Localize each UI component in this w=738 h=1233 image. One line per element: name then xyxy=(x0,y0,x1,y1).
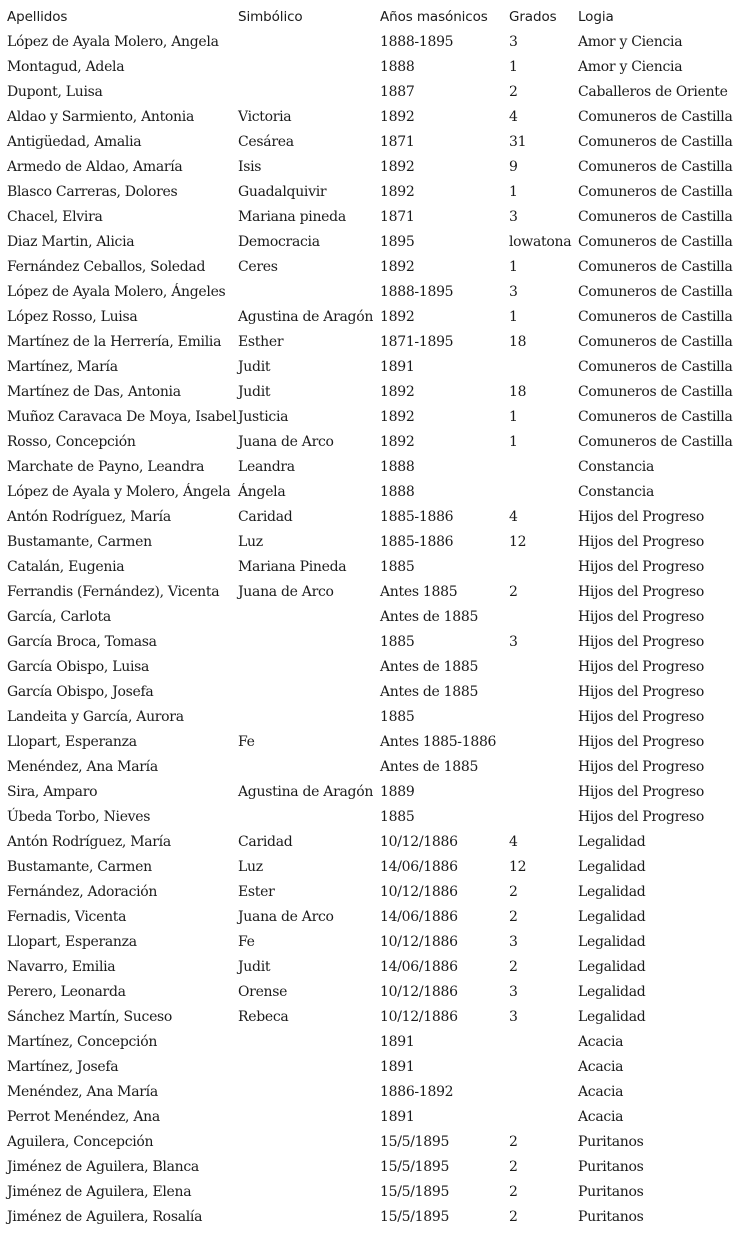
logia-cell: Comuneros de Castilla xyxy=(578,308,733,325)
table-row xyxy=(7,79,735,104)
simbolico-cell xyxy=(238,279,380,304)
apellidos-cell: Perero, Leonarda xyxy=(7,983,126,1000)
anos-cell: 1887 xyxy=(380,83,415,100)
table-row xyxy=(7,1179,735,1204)
anos-cell: 1871 xyxy=(380,208,415,225)
grados-cell: 2 xyxy=(509,83,518,100)
logia-cell: Caballeros de Oriente xyxy=(578,83,728,100)
apellidos-cell: Jiménez de Aguilera, Elena xyxy=(7,1183,192,1200)
grados-cell: 4 xyxy=(509,108,518,125)
apellidos-cell: Llopart, Esperanza xyxy=(7,733,137,750)
grados-cell: 2 xyxy=(509,1158,518,1175)
anos-cell: 10/12/1886 xyxy=(380,983,458,1000)
grados-cell: 18 xyxy=(509,383,527,400)
logia-cell: Comuneros de Castilla xyxy=(578,208,733,225)
anos-cell: 1891 xyxy=(380,358,415,375)
anos-cell: Antes de 1885 xyxy=(380,758,479,775)
grados-cell xyxy=(509,654,578,679)
table-row xyxy=(7,429,735,454)
apellidos-cell: Bustamante, Carmen xyxy=(7,858,152,875)
grados-cell xyxy=(509,704,578,729)
table-row xyxy=(7,629,735,654)
grados-cell: 3 xyxy=(509,633,518,650)
logia-cell: Puritanos xyxy=(578,1183,644,1200)
anos-cell: 14/06/1886 xyxy=(380,858,458,875)
logia-cell: Comuneros de Castilla xyxy=(578,258,733,275)
simbolico-cell: Ceres xyxy=(238,258,278,275)
grados-cell: 1 xyxy=(509,408,518,425)
table-row xyxy=(7,504,735,529)
simbolico-cell xyxy=(238,54,380,79)
table-row xyxy=(7,654,735,679)
apellidos-cell: Fernández, Adoración xyxy=(7,883,158,900)
apellidos-cell: García Obispo, Josefa xyxy=(7,683,154,700)
anos-cell: 10/12/1886 xyxy=(380,883,458,900)
apellidos-cell: Fernández Ceballos, Soledad xyxy=(7,258,206,275)
anos-cell: 1885 xyxy=(380,558,415,575)
grados-cell: 2 xyxy=(509,1208,518,1225)
apellidos-cell: López Rosso, Luisa xyxy=(7,308,138,325)
anos-cell: 1888 xyxy=(380,483,415,500)
grados-cell: 2 xyxy=(509,1133,518,1150)
anos-cell: 1885 xyxy=(380,808,415,825)
table-row xyxy=(7,904,735,929)
table-row xyxy=(7,154,735,179)
table-row xyxy=(7,1104,735,1129)
logia-cell: Hijos del Progreso xyxy=(578,508,704,525)
logia-cell: Puritanos xyxy=(578,1158,644,1175)
grados-cell xyxy=(509,779,578,804)
logia-cell: Hijos del Progreso xyxy=(578,533,704,550)
grados-cell: 2 xyxy=(509,908,518,925)
table-row xyxy=(7,1029,735,1054)
simbolico-cell: Leandra xyxy=(238,458,295,475)
anos-cell: 1895 xyxy=(380,233,415,250)
simbolico-cell xyxy=(238,704,380,729)
apellidos-cell: Marchate de Payno, Leandra xyxy=(7,458,205,475)
logia-cell: Acacia xyxy=(578,1033,624,1050)
anos-cell: Antes de 1885 xyxy=(380,683,479,700)
table-row xyxy=(7,579,735,604)
grados-cell: 18 xyxy=(509,333,527,350)
logia-cell: Comuneros de Castilla xyxy=(578,108,733,125)
apellidos-cell: Chacel, Elvira xyxy=(7,208,103,225)
anos-cell: 1891 xyxy=(380,1108,415,1125)
apellidos-cell: Rosso, Concepción xyxy=(7,433,136,450)
anos-cell: 1885-1886 xyxy=(380,508,454,525)
apellidos-cell: Bustamante, Carmen xyxy=(7,533,152,550)
apellidos-cell: Dupont, Luisa xyxy=(7,83,103,100)
anos-cell: Antes de 1885 xyxy=(380,608,479,625)
simbolico-cell: Luz xyxy=(238,858,263,875)
grados-cell: 3 xyxy=(509,283,518,300)
apellidos-cell: Martínez, María xyxy=(7,358,118,375)
logia-cell: Legalidad xyxy=(578,883,646,900)
simbolico-cell: Caridad xyxy=(238,508,293,525)
table-row xyxy=(7,604,735,629)
apellidos-cell: Sánchez Martín, Suceso xyxy=(7,1008,173,1025)
logia-cell: Legalidad xyxy=(578,858,646,875)
simbolico-cell xyxy=(238,79,380,104)
simbolico-cell xyxy=(238,1204,380,1229)
table-row xyxy=(7,204,735,229)
anos-cell: 1888-1895 xyxy=(380,283,454,300)
anos-cell: 15/5/1895 xyxy=(380,1158,450,1175)
logia-cell: Hijos del Progreso xyxy=(578,608,704,625)
simbolico-cell xyxy=(238,1054,380,1079)
apellidos-cell: Aguilera, Concepción xyxy=(7,1133,154,1150)
apellidos-cell: Menéndez, Ana María xyxy=(7,758,158,775)
table-row xyxy=(7,404,735,429)
logia-cell: Hijos del Progreso xyxy=(578,633,704,650)
logia-cell: Legalidad xyxy=(578,983,646,1000)
grados-cell xyxy=(509,1079,578,1104)
grados-cell: 1 xyxy=(509,258,518,275)
apellidos-cell: Montagud, Adela xyxy=(7,58,125,75)
logia-cell: Comuneros de Castilla xyxy=(578,158,733,175)
logia-cell: Legalidad xyxy=(578,933,646,950)
logia-cell: Amor y Ciencia xyxy=(578,58,683,75)
grados-cell: 3 xyxy=(509,208,518,225)
apellidos-cell: Martínez de la Herrería, Emilia xyxy=(7,333,222,350)
table-row xyxy=(7,804,735,829)
grados-cell xyxy=(509,754,578,779)
logia-cell: Hijos del Progreso xyxy=(578,658,704,675)
simbolico-cell: Ester xyxy=(238,883,275,900)
simbolico-cell: Fe xyxy=(238,933,255,950)
anos-cell: 10/12/1886 xyxy=(380,833,458,850)
simbolico-cell: Orense xyxy=(238,983,288,1000)
logia-cell: Constancia xyxy=(578,458,654,475)
simbolico-cell: Isis xyxy=(238,158,262,175)
apellidos-cell: Antón Rodríguez, María xyxy=(7,833,171,850)
table-row xyxy=(7,104,735,129)
grados-cell xyxy=(509,554,578,579)
grados-cell: 1 xyxy=(509,58,518,75)
simbolico-cell xyxy=(238,29,380,54)
anos-cell: 1871-1895 xyxy=(380,333,454,350)
apellidos-cell: Aldao y Sarmiento, Antonia xyxy=(7,108,194,125)
table-row xyxy=(7,1079,735,1104)
simbolico-cell: Juana de Arco xyxy=(238,433,334,450)
grados-cell: 2 xyxy=(509,883,518,900)
logia-cell: Comuneros de Castilla xyxy=(578,433,733,450)
simbolico-cell xyxy=(238,1154,380,1179)
simbolico-cell xyxy=(238,629,380,654)
apellidos-cell: García Broca, Tomasa xyxy=(7,633,157,650)
anos-cell: 10/12/1886 xyxy=(380,933,458,950)
masonic-women-table xyxy=(7,4,735,1229)
anos-cell: 1885 xyxy=(380,633,415,650)
grados-cell: lowatona xyxy=(509,233,572,250)
grados-cell: 1 xyxy=(509,433,518,450)
logia-cell: Comuneros de Castilla xyxy=(578,133,733,150)
anos-cell: 1888-1895 xyxy=(380,33,454,50)
simbolico-cell: Esther xyxy=(238,333,284,350)
apellidos-cell: Martínez de Das, Antonia xyxy=(7,383,181,400)
column-header-logia: Logia xyxy=(578,8,614,25)
apellidos-cell: Perrot Menéndez, Ana xyxy=(7,1108,160,1125)
apellidos-cell: Llopart, Esperanza xyxy=(7,933,137,950)
logia-cell: Hijos del Progreso xyxy=(578,733,704,750)
column-header-apellidos: Apellidos xyxy=(7,8,68,25)
logia-cell: Comuneros de Castilla xyxy=(578,333,733,350)
logia-cell: Hijos del Progreso xyxy=(578,683,704,700)
simbolico-cell: Mariana Pineda xyxy=(238,558,347,575)
anos-cell: 1892 xyxy=(380,158,415,175)
table-row xyxy=(7,1004,735,1029)
grados-cell: 3 xyxy=(509,1008,518,1025)
grados-cell: 31 xyxy=(509,133,527,150)
grados-cell xyxy=(509,479,578,504)
logia-cell: Comuneros de Castilla xyxy=(578,183,733,200)
table-row xyxy=(7,304,735,329)
table-row xyxy=(7,279,735,304)
table-row xyxy=(7,379,735,404)
logia-cell: Acacia xyxy=(578,1108,624,1125)
logia-cell: Hijos del Progreso xyxy=(578,708,704,725)
anos-cell: 15/5/1895 xyxy=(380,1133,450,1150)
simbolico-cell xyxy=(238,1029,380,1054)
simbolico-cell: Judit xyxy=(238,358,271,375)
apellidos-cell: García, Carlota xyxy=(7,608,111,625)
anos-cell: 10/12/1886 xyxy=(380,1008,458,1025)
anos-cell: 1888 xyxy=(380,58,415,75)
apellidos-cell: Antigüedad, Amalia xyxy=(7,133,142,150)
grados-cell xyxy=(509,804,578,829)
table-row xyxy=(7,454,735,479)
anos-cell: 1871 xyxy=(380,133,415,150)
anos-cell: 15/5/1895 xyxy=(380,1183,450,1200)
anos-cell: 14/06/1886 xyxy=(380,958,458,975)
simbolico-cell: Judit xyxy=(238,958,271,975)
grados-cell: 12 xyxy=(509,858,527,875)
grados-cell xyxy=(509,729,578,754)
logia-cell: Comuneros de Castilla xyxy=(578,283,733,300)
simbolico-cell: Juana de Arco xyxy=(238,583,334,600)
simbolico-cell xyxy=(238,604,380,629)
simbolico-cell xyxy=(238,1079,380,1104)
logia-cell: Comuneros de Castilla xyxy=(578,408,733,425)
simbolico-cell xyxy=(238,654,380,679)
simbolico-cell: Mariana pineda xyxy=(238,208,346,225)
grados-cell: 4 xyxy=(509,508,518,525)
column-header-grados: Grados xyxy=(509,8,557,25)
grados-cell xyxy=(509,604,578,629)
simbolico-cell: Ángela xyxy=(238,483,286,500)
grados-cell xyxy=(509,1104,578,1129)
table-row xyxy=(7,54,735,79)
grados-cell: 2 xyxy=(509,1183,518,1200)
apellidos-cell: Ferrandis (Fernández), Vicenta xyxy=(7,583,220,600)
apellidos-cell: Catalán, Eugenia xyxy=(7,558,125,575)
simbolico-cell: Agustina de Aragón xyxy=(238,308,374,325)
simbolico-cell: Guadalquivir xyxy=(238,183,327,200)
logia-cell: Comuneros de Castilla xyxy=(578,358,733,375)
anos-cell: 1892 xyxy=(380,183,415,200)
table-row xyxy=(7,754,735,779)
anos-cell: 1892 xyxy=(380,408,415,425)
apellidos-cell: Martínez, Concepción xyxy=(7,1033,158,1050)
anos-cell: 1892 xyxy=(380,383,415,400)
table-row xyxy=(7,1129,735,1154)
apellidos-cell: Jiménez de Aguilera, Rosalía xyxy=(7,1208,203,1225)
simbolico-cell: Fe xyxy=(238,733,255,750)
apellidos-cell: Martínez, Josefa xyxy=(7,1058,119,1075)
grados-cell: 12 xyxy=(509,533,527,550)
apellidos-cell: López de Ayala Molero, Angela xyxy=(7,33,219,50)
anos-cell: 1892 xyxy=(380,308,415,325)
logia-cell: Hijos del Progreso xyxy=(578,558,704,575)
anos-cell: Antes de 1885 xyxy=(380,658,479,675)
logia-cell: Acacia xyxy=(578,1058,624,1075)
anos-cell: 1885 xyxy=(380,708,415,725)
table-row xyxy=(7,1154,735,1179)
anos-cell: 1891 xyxy=(380,1033,415,1050)
anos-cell: 1889 xyxy=(380,783,415,800)
anos-cell: 1888 xyxy=(380,458,415,475)
simbolico-cell xyxy=(238,679,380,704)
anos-cell: 1891 xyxy=(380,1058,415,1075)
grados-cell: 2 xyxy=(509,958,518,975)
logia-cell: Legalidad xyxy=(578,1008,646,1025)
grados-cell: 3 xyxy=(509,933,518,950)
apellidos-cell: Blasco Carreras, Dolores xyxy=(7,183,178,200)
grados-cell: 3 xyxy=(509,33,518,50)
anos-cell: Antes 1885-1886 xyxy=(380,733,497,750)
table-row xyxy=(7,929,735,954)
grados-cell xyxy=(509,454,578,479)
table-row xyxy=(7,704,735,729)
anos-cell: 1892 xyxy=(380,108,415,125)
anos-cell: 14/06/1886 xyxy=(380,908,458,925)
anos-cell: 1885-1886 xyxy=(380,533,454,550)
simbolico-cell: Juana de Arco xyxy=(238,908,334,925)
table-row xyxy=(7,854,735,879)
table-row xyxy=(7,29,735,54)
logia-cell: Hijos del Progreso xyxy=(578,758,704,775)
table-row xyxy=(7,879,735,904)
apellidos-cell: Menéndez, Ana María xyxy=(7,1083,158,1100)
apellidos-cell: Fernadis, Vicenta xyxy=(7,908,127,925)
table-row xyxy=(7,1204,735,1229)
grados-cell: 1 xyxy=(509,183,518,200)
grados-cell: 2 xyxy=(509,583,518,600)
grados-cell: 9 xyxy=(509,158,518,175)
table-header xyxy=(7,4,735,29)
table-row xyxy=(7,129,735,154)
apellidos-cell: Antón Rodríguez, María xyxy=(7,508,171,525)
anos-cell: 15/5/1895 xyxy=(380,1208,450,1225)
table-row xyxy=(7,229,735,254)
table-row xyxy=(7,679,735,704)
apellidos-cell: Landeita y García, Aurora xyxy=(7,708,184,725)
apellidos-cell: López de Ayala Molero, Ángeles xyxy=(7,283,226,300)
logia-cell: Comuneros de Castilla xyxy=(578,383,733,400)
simbolico-cell: Justicia xyxy=(238,408,289,425)
grados-cell: 4 xyxy=(509,833,518,850)
table-row xyxy=(7,329,735,354)
table-row xyxy=(7,779,735,804)
anos-cell: Antes 1885 xyxy=(380,583,458,600)
logia-cell: Puritanos xyxy=(578,1133,644,1150)
logia-cell: Comuneros de Castilla xyxy=(578,233,733,250)
table-row xyxy=(7,979,735,1004)
apellidos-cell: García Obispo, Luisa xyxy=(7,658,150,675)
table-row xyxy=(7,529,735,554)
table-row xyxy=(7,354,735,379)
logia-cell: Legalidad xyxy=(578,908,646,925)
table-row xyxy=(7,729,735,754)
table-row xyxy=(7,1054,735,1079)
anos-cell: 1892 xyxy=(380,433,415,450)
column-header-simbolico: Simbólico xyxy=(238,8,303,25)
logia-cell: Hijos del Progreso xyxy=(578,783,704,800)
grados-cell: 1 xyxy=(509,308,518,325)
simbolico-cell: Victoria xyxy=(238,108,292,125)
table-row xyxy=(7,254,735,279)
table-row xyxy=(7,179,735,204)
table-row xyxy=(7,554,735,579)
table-body xyxy=(7,29,735,1229)
logia-cell: Acacia xyxy=(578,1083,624,1100)
anos-cell: 1892 xyxy=(380,258,415,275)
apellidos-cell: Armedo de Aldao, Amaría xyxy=(7,158,183,175)
simbolico-cell xyxy=(238,804,380,829)
grados-cell xyxy=(509,1054,578,1079)
grados-cell: 3 xyxy=(509,983,518,1000)
simbolico-cell: Rebeca xyxy=(238,1008,289,1025)
table-row xyxy=(7,954,735,979)
logia-cell: Puritanos xyxy=(578,1208,644,1225)
simbolico-cell: Luz xyxy=(238,533,263,550)
simbolico-cell xyxy=(238,1129,380,1154)
apellidos-cell: López de Ayala y Molero, Ángela xyxy=(7,483,231,500)
simbolico-cell: Democracia xyxy=(238,233,320,250)
apellidos-cell: Úbeda Torbo, Nieves xyxy=(7,808,151,825)
apellidos-cell: Jiménez de Aguilera, Blanca xyxy=(7,1158,199,1175)
simbolico-cell: Judit xyxy=(238,383,271,400)
column-header-anos-masonicos: Años masónicos xyxy=(380,8,488,25)
logia-cell: Hijos del Progreso xyxy=(578,808,704,825)
grados-cell xyxy=(509,354,578,379)
apellidos-cell: Navarro, Emilia xyxy=(7,958,116,975)
simbolico-cell xyxy=(238,1179,380,1204)
logia-cell: Hijos del Progreso xyxy=(578,583,704,600)
simbolico-cell xyxy=(238,754,380,779)
grados-cell xyxy=(509,1029,578,1054)
table-row xyxy=(7,829,735,854)
logia-cell: Constancia xyxy=(578,483,654,500)
header-row xyxy=(7,4,735,29)
simbolico-cell: Caridad xyxy=(238,833,293,850)
apellidos-cell: Sira, Amparo xyxy=(7,783,98,800)
apellidos-cell: Diaz Martin, Alicia xyxy=(7,233,135,250)
logia-cell: Legalidad xyxy=(578,833,646,850)
logia-cell: Legalidad xyxy=(578,958,646,975)
anos-cell: 1886-1892 xyxy=(380,1083,454,1100)
simbolico-cell: Cesárea xyxy=(238,133,294,150)
logia-cell: Amor y Ciencia xyxy=(578,33,683,50)
grados-cell xyxy=(509,679,578,704)
apellidos-cell: Muñoz Caravaca De Moya, Isabel xyxy=(7,408,237,425)
simbolico-cell xyxy=(238,1104,380,1129)
simbolico-cell: Agustina de Aragón xyxy=(238,783,374,800)
table-row xyxy=(7,479,735,504)
